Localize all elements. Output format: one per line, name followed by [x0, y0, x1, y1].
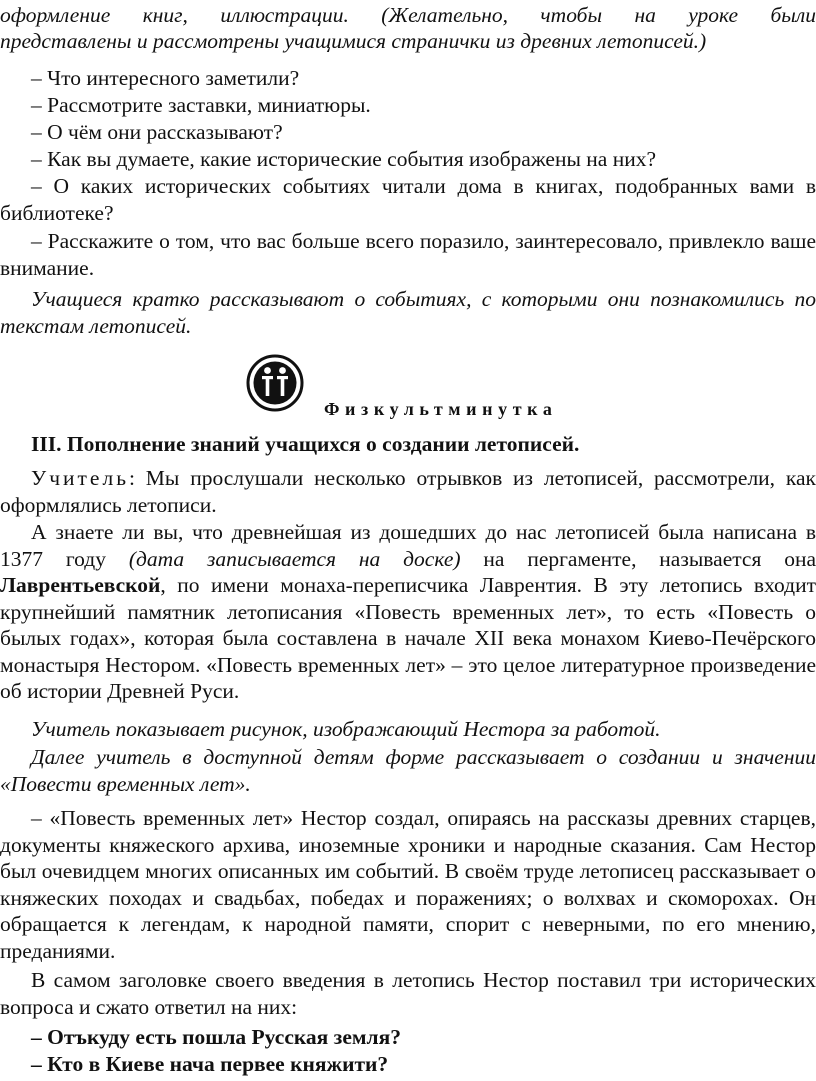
chronicle-note-italic: (дата записывается на доске) [128, 546, 461, 571]
teacher-text: : Мы прослушали несколько отрывков из летописей, рассмотрели, как оформлялись летописи. [0, 466, 816, 517]
teacher-label: Учитель [31, 466, 130, 490]
teacher-further-note: Далее учитель в доступной детям форме рассказывает о создании и значении «Повести временных лет». [0, 745, 816, 796]
nestor-paragraph: – «Повесть временных лет» Нестор создал, опираясь на рассказы древних старцев, документы княжеского архива, иноземные хроники и народные сказания. Сам Нестор был очевидцем многих описанных им событий. В своём труде летописец рассказывает о княжеских походах и свадьбах, победах и поражениях; о волхвах и скоморохах. Он обращается к легендам, к народной памяти, спорит с неверными, по его мнению, преданиями. [0, 806, 816, 963]
chronicle-text-3: , по имени монаха-переписчика Лаврентия. В эту летопись входит крупнейший памятник летописания «Повесть временных лет», то есть «Повесть о былых годах», которая была составлена в начале XII века монахом Киево-Печёрского монастыря Нестором. «Повесть временных лет» – это целое литературное произведение об истории Древней Руси. [0, 573, 816, 703]
break-title: Физкультминутка [324, 399, 558, 419]
teacher-picture-note: Учитель показывает рисунок, изображающий Нестора за работой. [31, 717, 661, 741]
intro-italic-line-2: представлены и рассмотрены учащимися странички из древних летописей.) [0, 29, 707, 53]
question-5: – О каких исторических событиях читали дома в книгах, подобранных вами в библиотеке? [0, 174, 816, 225]
historic-question-1: – Отъкуду есть пошла Русская земля? [31, 1025, 401, 1049]
chronicle-text-2: на пергаменте, называется она [460, 546, 816, 571]
intro-questions-paragraph: В самом заголовке своего введения в летопись Нестор поставил три исторических вопроса и сжато ответил на них: [0, 968, 816, 1019]
teacher-paragraph [0, 465, 816, 518]
students-note: Учащиеся кратко рассказывают о событиях, с которыми они познакомились по текстам летописей. [0, 287, 816, 338]
chronicle-paragraph [0, 519, 816, 705]
section-heading: III. Пополнение знаний учащихся о создании летописей. [31, 432, 580, 456]
question-2: – Рассмотрите заставки, миниатюры. [31, 93, 371, 117]
question-3: – О чём они рассказывают? [31, 120, 283, 144]
chronicle-name-bold: Лаврентьевской [0, 573, 161, 597]
chronicle-text-1: А знаете ли вы, что древнейшая из дошедших до нас летописей была написана в 1377 году [0, 520, 816, 571]
intro-italic-line-1: оформление книг, иллюстрации. (Желательно, чтобы на уроке были [0, 3, 816, 27]
question-6: – Расскажите о том, что вас больше всего поразило, заинтересовало, привлекло ваше внимание. [0, 229, 816, 280]
historic-question-2: – Кто в Киеве нача первее княжити? [31, 1052, 389, 1076]
question-1: – Что интересного заметили? [31, 66, 300, 90]
question-4: – Как вы думаете, какие исторические события изображены на них? [31, 147, 657, 171]
two-people-icon [245, 353, 305, 413]
